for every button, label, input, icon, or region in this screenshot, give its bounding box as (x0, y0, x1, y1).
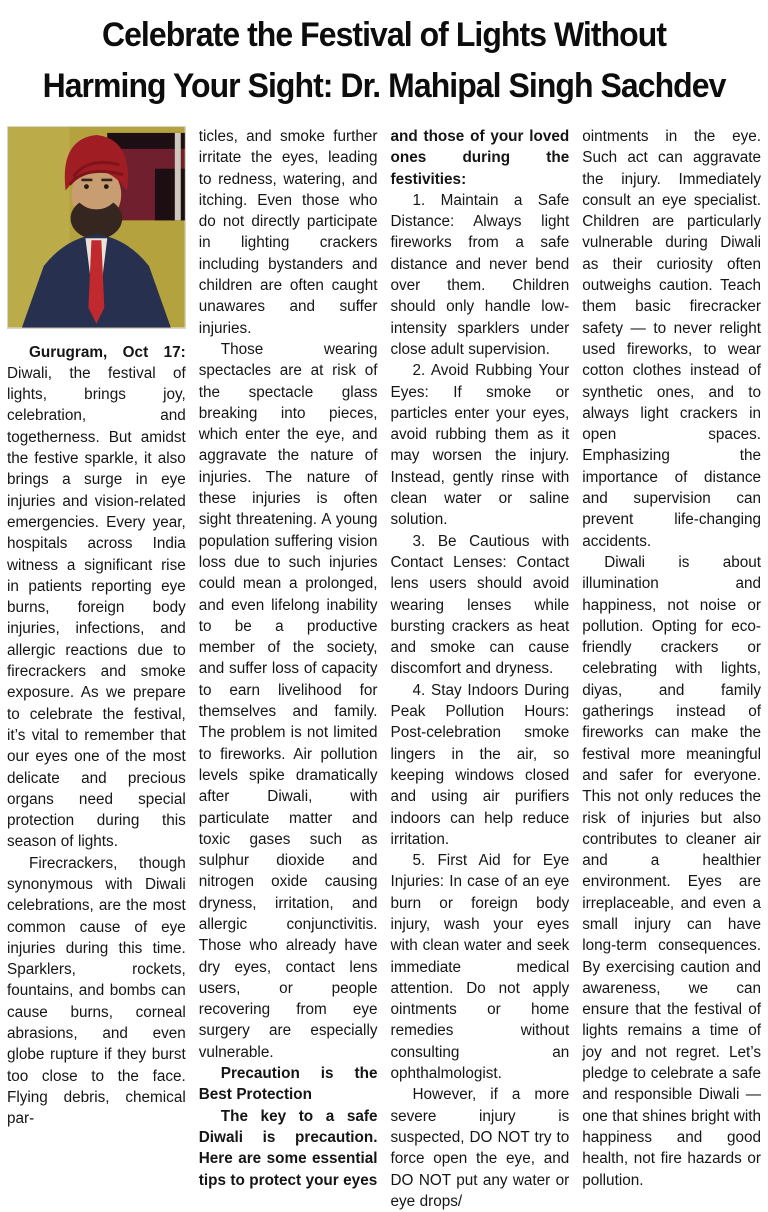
artwork-frame (175, 133, 181, 220)
article-paragraph: Diwali is about illumination and happiness, not noise or pollution. Opting for eco-friendly crackers or celebrating with lights, diyas, and family gatherings instead of fireworks can make the festival more meaningful and safer for everyone. This not only reduces the risk of injuries but also contributes to cleaner air and a healthier environment. Eyes are irreplaceable, and even a small injury can have long-term consequences. By exercising caution and awareness, we can ensure that the festival of lights remains a time of joy and not regret. Let’s pledge to celebrate a safe and responsible Diwali — one that shines bright with happiness and good health, not fire hazards or pollution. (582, 553, 761, 1189)
article-paragraph: and those of your loved ones during the festivities: (390, 128, 570, 188)
dateline: Gurugram, Oct 17: (29, 343, 186, 361)
headline-line1: Celebrate the Festival of Lights Without (101, 16, 667, 54)
article-paragraph: 4. Stay Indoors During Peak Pollution Hours: Post-celebration smoke lingers in the air, so keeping windows closed and using air purifiers indoors can help reduce irritation. (390, 681, 570, 848)
article-columns (0, 126, 768, 1212)
column-text-4 (582, 126, 761, 1191)
article-paragraph: 3. Be Cautious with Contact Lenses: Contact lens users should avoid wearing lenses while bursting crackers as heat and smoke can cause discomfort and dryness. (390, 532, 570, 678)
article-paragraph: Gurugram, Oct 17: Diwali, the festival of lights, brings joy, celebration, and togetherness. But amidst the festive sparkle, it also brings a surge in eye injuries and vision-related emergencies. Every year, hospitals across India witness a significant rise in patients reporting eye burns, foreign body injuries, infections, and allergic reactions due to firecrackers and smoke exposure. As we prepare to celebrate the festival, it’s vital to remember that our eyes one of the most delicate and precious organs need special protection during this season of lights. (7, 343, 186, 851)
column-text-3 (391, 126, 570, 1212)
article-paragraph: However, if a more severe injury is suspected, DO NOT try to force open the eye, and DO NOT put any water or eye drops/ (390, 1086, 570, 1210)
headline (23, 0, 745, 126)
right-eye (104, 184, 109, 189)
right-eyebrow (101, 179, 112, 182)
article-paragraph: Those wearing spectacles are at risk of the spectacle glass breaking into pieces, which enter the eye, and aggravate the nature of injuries. The nature of these injuries is often sight threatening. A young population suffering vision loss due to such injuries could mean a prolonged, and even lifelong inability to be a productive member of the society, and suffer loss of capacity to earn livelihood for themselves and family. The problem is not limited to fireworks. Air pollution levels spike dramatically after Diwali, with particulate matter and toxic gases such as sulphur dioxide and nitrogen oxide causing dryness, irritation, and allergic conjunctivitis. Those who already have dry eyes, contact lens users, or people recovering from eye surgery are especially vulnerable. (198, 340, 378, 1061)
article-column-2 (199, 126, 378, 1212)
article-column-4 (582, 126, 761, 1212)
portrait-illustration (8, 127, 185, 328)
column-text-1 (7, 342, 186, 1130)
article-paragraph: Firecrackers, though synonymous with Diwali celebrations, are the most common cause of eye injuries during this time. Sparklers, rockets, fountains, and bombs can cause burns, corneal abrasions, and even globe rupture if they burst too close to the face. Flying debris, chemical par- (7, 854, 186, 1128)
article-paragraph: The key to a safe Diwali is precaution. Here are some essential tips to protect your eyes (198, 1107, 378, 1189)
column-text-2 (199, 126, 378, 1191)
article-column-3 (391, 126, 570, 1212)
article-paragraph: ointments in the eye. Such act can aggravate the injury. Immediately consult an eye specialist. Children are particularly vulnerable during Diwali as their curiosity often outweighs caution. Teach them basic firecracker safety — to never relight used fireworks, to wear cotton clothes instead of synthetic ones, and to always light crackers in open spaces. Emphasizing the importance of distance and supervision can prevent life-changing accidents. (582, 128, 761, 550)
left-eye (84, 184, 89, 189)
article-paragraph: ticles, and smoke further irritate the eyes, leading to redness, watering, and itching. Even those who do not directly participate in lighting crackers including bystanders and children are often caught unawares and suffer injuries. (198, 128, 378, 337)
article-paragraph: 1. Maintain a Safe Distance: Always light fireworks from a safe distance and never bend over them. Children should only handle low-intensity sparklers under close adult supervision. (390, 191, 570, 358)
article-paragraph: Precaution is the Best Protection (198, 1065, 378, 1104)
portrait-photo (7, 126, 186, 329)
headline-line2: Harming Your Sight: Dr. Mahipal Singh Sachdev (42, 67, 726, 105)
article-paragraph: 5. First Aid for Eye Injuries: In case of an eye burn or foreign body injury, wash your eyes with clean water and seek immediate medical attention. Do not apply ointments or home remedies without consulting an ophthalmologist. (390, 852, 570, 1083)
article-column-1 (7, 126, 186, 1212)
article-paragraph: 2. Avoid Rubbing Your Eyes: If smoke or particles enter your eyes, avoid rubbing them as it may worsen the injury. Instead, gently rinse with clean water or saline solution. (390, 362, 570, 529)
left-eyebrow (81, 179, 92, 182)
